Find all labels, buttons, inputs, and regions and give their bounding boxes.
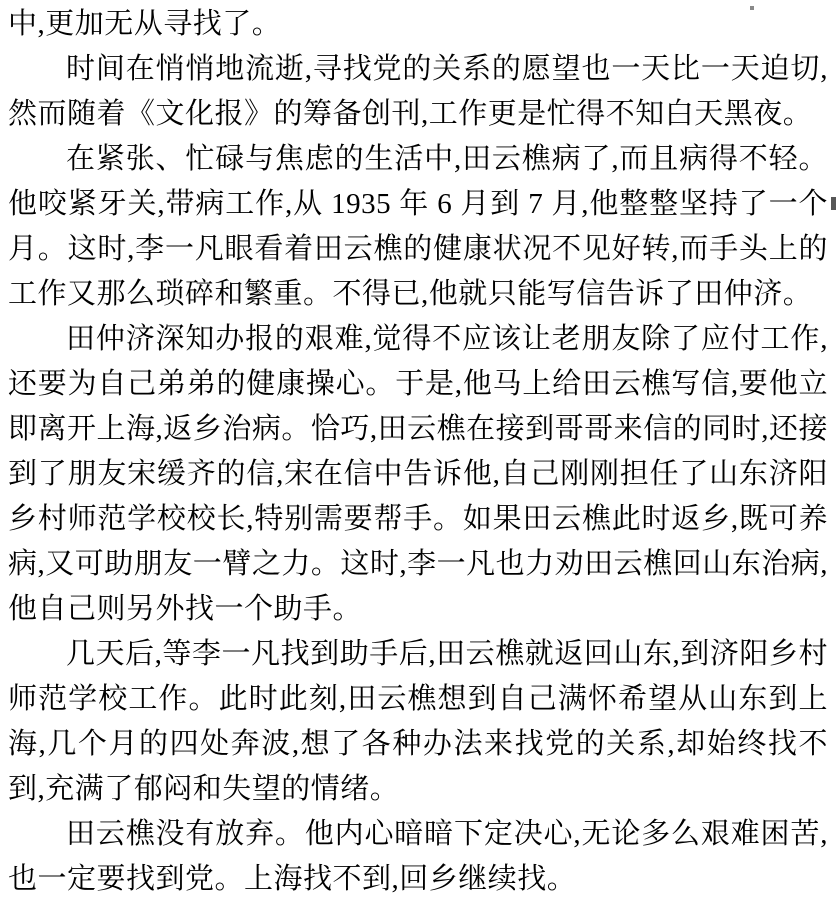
paragraph: 时间在悄悄地流逝,寻找党的关系的愿望也一天比一天迫切,然而随着《文化报》的筹备创刊,工作更是忙得不知白天黑夜。 [8,53,828,130]
paragraph: 田仲济深知办报的艰难,觉得不应该让老朋友除了应付工作,还要为自己弟弟的健康操心。于是,他马上给田云樵写信,要他立即离开上海,返乡治病。恰巧,田云樵在接到哥哥来信的同时,还接到了朋友宋缓齐的信,宋在信中告诉他,自己刚刚担任了山东济阳乡村师范学校校长,特别需要帮手。如果田云樵此时返乡,既可养病,又可助朋友一臂之力。这时,李一凡也力劝田云樵回山东治病,他自己则另外找一个助手。 [8,323,828,625]
scan-artifact [831,197,836,210]
paragraph: 田云樵没有放弃。他内心暗暗下定决心,无论多么艰难困苦,也一定要找到党。上海找不到,回乡继续找。 [8,818,828,895]
scan-artifact [750,6,754,10]
paragraph: 在紧张、忙碌与焦虑的生活中,田云樵病了,而且病得不轻。他咬紧牙关,带病工作,从 1935 年 6 月到 7 月,他整整坚持了一个月。这时,李一凡眼看着田云樵的健康状况不见好转,而手头上的工作又那么琐碎和繁重。不得已,他就只能写信告诉了田仲济。 [8,143,828,310]
paragraph: 几天后,等李一凡找到助手后,田云樵就返回山东,到济阳乡村师范学校工作。此时此刻,田云樵想到自己满怀希望从山东到上海,几个月的四处奔波,想了各种办法来找党的关系,却始终找不到,充满了郁闷和失望的情绪。 [8,638,828,805]
paragraph-continuation: 中,更加无从寻找了。 [8,8,282,40]
